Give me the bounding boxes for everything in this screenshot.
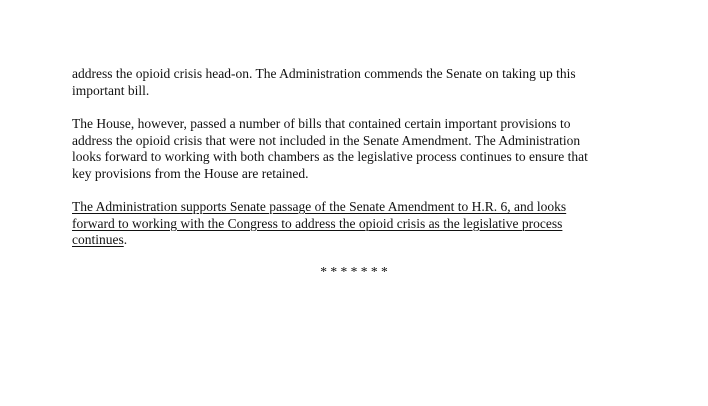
ending-period: . <box>123 232 128 248</box>
underlined-line: continues <box>72 232 124 248</box>
paragraph-line: address the opioid crisis that were not included in the Senate Amendment. The Administration <box>72 132 581 148</box>
section-separator: * * * * * * * <box>320 264 388 279</box>
paragraph-line: The House, however, passed a number of bills that contained certain important provisions to <box>72 116 571 131</box>
underlined-line: forward to working with the Congress to address the opioid crisis as the legislative process <box>72 215 563 231</box>
paragraph-line: important bill. <box>72 82 150 98</box>
paragraph-administration-position <box>72 199 642 249</box>
paragraph-line: key provisions from the House are retained. <box>72 166 309 182</box>
paragraph-house-bills <box>72 116 642 183</box>
underlined-line: The Administration supports Senate passage of the Senate Amendment to H.R. 6, and looks <box>72 199 567 214</box>
paragraph-line: address the opioid crisis head-on. The Administration commends the Senate on taking up this <box>72 66 576 81</box>
paragraph-line: looks forward to working with both chambers as the legislative process continues to ensure that <box>72 149 588 165</box>
paragraph-opioid-crisis <box>72 66 642 99</box>
